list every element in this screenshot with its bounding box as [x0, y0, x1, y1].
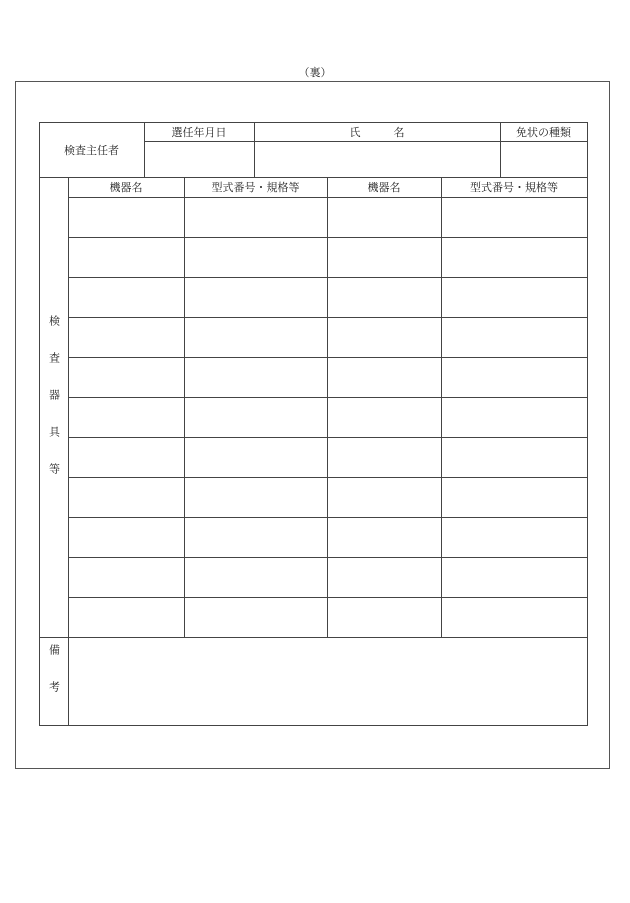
equipment-section-label-cell	[39, 177, 68, 637]
model-spec-field[interactable]	[441, 317, 587, 357]
device-name-field[interactable]	[68, 517, 184, 557]
device-name-field[interactable]	[68, 317, 184, 357]
model-spec-field[interactable]	[441, 237, 587, 277]
col-header-device-name-2: 機器名	[367, 181, 401, 194]
appointment-date-field[interactable]	[144, 141, 254, 177]
model-spec-field[interactable]	[184, 557, 327, 597]
col-header-device-name-1: 機器名	[109, 181, 143, 194]
device-name-field[interactable]	[327, 357, 441, 397]
device-name-field[interactable]	[327, 437, 441, 477]
device-name-field[interactable]	[327, 597, 441, 637]
model-spec-field[interactable]	[184, 237, 327, 277]
page-side-label: （裏）	[298, 66, 332, 79]
model-spec-field[interactable]	[184, 357, 327, 397]
chief-inspector-label: 検査主任者	[64, 143, 119, 157]
model-spec-field[interactable]	[441, 277, 587, 317]
license-type-header: 免状の種類	[516, 125, 571, 139]
device-name-field[interactable]	[68, 237, 184, 277]
device-name-field[interactable]	[68, 597, 184, 637]
model-spec-field[interactable]	[441, 397, 587, 437]
model-spec-field[interactable]	[184, 317, 327, 357]
device-name-field[interactable]	[68, 277, 184, 317]
device-name-field[interactable]	[68, 357, 184, 397]
col-header-model-spec-1: 型式番号・規格等	[211, 181, 300, 194]
device-name-field[interactable]	[327, 517, 441, 557]
device-name-field[interactable]	[327, 197, 441, 237]
device-name-field[interactable]	[68, 477, 184, 517]
model-spec-field[interactable]	[441, 197, 587, 237]
model-spec-field[interactable]	[184, 597, 327, 637]
model-spec-field[interactable]	[184, 397, 327, 437]
device-name-field[interactable]	[327, 237, 441, 277]
table-border-bottom	[39, 725, 588, 726]
table-border-right	[587, 122, 588, 726]
remarks-label: 備考	[47, 644, 61, 718]
model-spec-field[interactable]	[441, 437, 587, 477]
device-name-field[interactable]	[327, 317, 441, 357]
equipment-section-label: 検査器具等	[47, 314, 61, 500]
model-spec-field[interactable]	[441, 477, 587, 517]
license-type-field[interactable]	[500, 141, 587, 177]
device-name-field[interactable]	[68, 397, 184, 437]
device-name-field[interactable]	[68, 197, 184, 237]
device-name-field[interactable]	[68, 557, 184, 597]
name-header: 氏 名	[349, 125, 405, 139]
model-spec-field[interactable]	[184, 477, 327, 517]
model-spec-field[interactable]	[441, 517, 587, 557]
device-name-field[interactable]	[327, 477, 441, 517]
name-field[interactable]	[254, 141, 500, 177]
model-spec-field[interactable]	[184, 517, 327, 557]
device-name-field[interactable]	[68, 437, 184, 477]
model-spec-field[interactable]	[441, 557, 587, 597]
model-spec-field[interactable]	[184, 197, 327, 237]
device-name-field[interactable]	[327, 557, 441, 597]
model-spec-field[interactable]	[184, 277, 327, 317]
device-name-field[interactable]	[327, 397, 441, 437]
remarks-label-cell	[39, 637, 68, 725]
device-name-field[interactable]	[327, 277, 441, 317]
remarks-field[interactable]	[68, 637, 587, 725]
model-spec-field[interactable]	[441, 597, 587, 637]
appointment-date-header: 選任年月日	[171, 125, 227, 139]
model-spec-field[interactable]	[184, 437, 327, 477]
model-spec-field[interactable]	[441, 357, 587, 397]
col-header-model-spec-2: 型式番号・規格等	[470, 181, 558, 194]
